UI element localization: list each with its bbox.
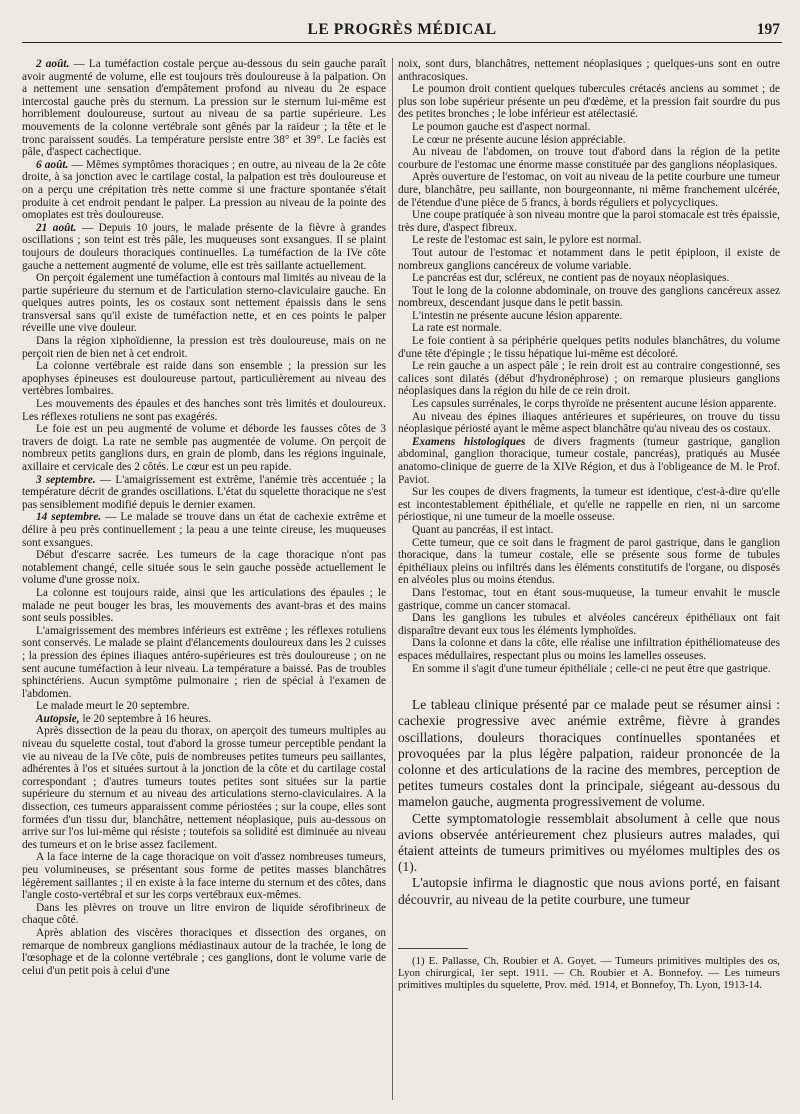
paragraph: [398, 335, 780, 360]
entry-heading: 6 août.: [36, 158, 69, 171]
paragraph-text: Dans les plèvres on trouve un litre environ de liquide sérofibrineux de chaque côté.: [22, 901, 386, 927]
entry-heading: 3 septembre.: [36, 473, 96, 486]
paragraph-text: L'amaigrissement des membres inférieurs est extrême ; les réflexes rotuliens sont conservés. Le malade se plaint d'élancements douloureux dans les 2 cuisses ; la pression des épines iliaques antéro-supérieures est très douloureuse ; on ne sent aucune tuméfaction à leur niveau. La température a baissé. Pas de troubles sphinctériens. Aucun symptôme pulmonaire ; rien de spécial à l'examen de l'abdomen.: [22, 624, 386, 700]
paragraph-text: Quant au pancréas, il est intact.: [412, 523, 554, 536]
paragraph-text: En somme il s'agit d'une tumeur épithéliale ; celle-ci ne peut être que gastrique.: [412, 662, 771, 675]
paragraph-text: Dans la région xiphoïdienne, la pression est très douloureuse, mais on ne perçoit rien de bien net à cet endroit.: [22, 335, 386, 360]
summary-paragraph: Cette symptomatologie ressemblait absolument à celle que nous avions observée antérieurement chez plusieurs autres malades, qui étaient atteints de tumeurs primitives ou myélomes multiples des os (1).: [398, 810, 780, 875]
paragraph: [22, 549, 386, 587]
paragraph-text: Sur les coupes de divers fragments, la tumeur est identique, c'est-à-dire qu'elle est incontestablement épithéliale, et qu'elle ne rappelle en rien, ni un sarcome périostique, ni une tumeur de la moelle osseuse.: [398, 486, 780, 524]
paragraph: [398, 436, 780, 486]
summary-paragraph: Le tableau clinique présenté par ce malade peut se résumer ainsi : cachexie progressive avec anémie extrême, fièvre à grandes oscillations, douleurs thoraciques continuelles spontanées et provoquées par la plus légère palpation, raideur prononcée de la colonne et des articulations de la racine des membres, perception de petites tumeurs costales dont la principale, siégeant au-dessous du mamelon gauche, augmenta progressivement de volume.: [398, 697, 780, 810]
paragraph-text: Dans l'estomac, tout en étant sous-muqueuse, la tumeur envahit le muscle gastrique, comme un cancer stomacal.: [398, 586, 780, 612]
paragraph: [398, 171, 780, 209]
paragraph: [398, 247, 780, 272]
column-rule: [392, 58, 393, 1100]
paragraph: [398, 360, 780, 398]
paragraph-text: — Depuis 10 jours, le malade présente de la fièvre à grandes oscillations ; son teint est très pâle, les muqueuses sont exsangues. Il se plaint toujours de douleurs thoraciques continuelles. La tuméfaction de la IVe côte gauche a nettement augmenté de volume, elle est très saillante actuellement.: [22, 221, 386, 272]
journal-title: LE PROGRÈS MÉDICAL: [307, 21, 497, 38]
paragraph-text: — L'amaigrissement est extrême, l'anémie très accentuée ; la température décrit de grandes oscillations. L'état du squelette thoracique ne s'est pas sensiblement modifié depuis le dernier examen.: [22, 473, 386, 511]
paragraph-text: Dans les ganglions les tubules et alvéoles cancéreux épithéliaux ont fait disparaître devant eux tous les éléments lymphoïdes.: [398, 612, 780, 637]
paragraph: [398, 663, 780, 676]
paragraph: [22, 474, 386, 512]
paragraph-text: Au niveau des épines iliaques antérieures et supérieures, on trouve du tissu néoplasique périosté ayant le même aspect blanchâtre qu'au niveau des os costaux.: [398, 410, 780, 436]
footnotes: [398, 955, 780, 992]
entry-heading: Examens histologiques: [412, 435, 526, 448]
paragraph-text: Le poumon gauche est d'aspect normal.: [412, 120, 591, 133]
paragraph: [22, 713, 386, 726]
paragraph-text: Dans la colonne et dans la côte, elle réalise une infiltration épithéliomateuse des espaces médullaires, respectant plus ou moins les lamelles osseuses.: [398, 637, 780, 662]
paragraph: [22, 222, 386, 272]
paragraph: [22, 58, 386, 159]
paragraph: [22, 902, 386, 927]
paragraph: [22, 927, 386, 977]
paragraph-text: Le malade meurt le 20 septembre.: [36, 700, 190, 713]
paragraph-text: Les mouvements des épaules et des hanches sont très limités et douloureux. Les réflexes rotuliens ne sont pas exagérés.: [22, 398, 386, 423]
paragraph: [398, 134, 780, 147]
paragraph: [22, 851, 386, 901]
paragraph-text: le 20 septembre à 16 heures.: [79, 712, 212, 725]
left-column: [22, 58, 386, 977]
summary-paragraph: L'autopsie infirma le diagnostic que nous avions porté, en faisant découvrir, au niveau de la petite courbure, une tumeur: [398, 875, 780, 907]
paragraph-text: La rate est normale.: [412, 322, 502, 335]
footnote-rule: [398, 948, 468, 949]
paragraph-text: Après ouverture de l'estomac, on voit au niveau de la petite courbure une tumeur dure, blanchâtre, peu saillante, non bourgeonnante, ni même franchement ulcérée, de l'étendue d'une pièce de 5 francs, à bords réguliers et polycycliques.: [398, 171, 780, 209]
entry-heading: Autopsie,: [36, 712, 80, 725]
paragraph: [22, 159, 386, 222]
paragraph-text: — La tuméfaction costale perçue au-dessous du sein gauche paraît avoir augmenté de volume, elle est toujours très douloureuse à la palpation. On a nettement une sensation d'empâtement profond au niveau du 2e espace intercostal gauche près du sternum. La pression sur le sternum lui-même est horriblement douloureuse, surtout au niveau de sa partie supérieure. Les mouvements de la colonne vertébrale sont gênés par la raideur ; la tête et le tronc paraissent soudés. La température persiste entre 38° et 39°. Le faciès est pâle, d'aspect cachectique.: [22, 58, 386, 159]
paragraph: [398, 83, 780, 121]
paragraph: [22, 398, 386, 423]
paragraph-text: Une coupe pratiquée à son niveau montre que la paroi stomacale est très épaissie, très dure, d'aspect fibreux.: [398, 209, 780, 234]
paragraph: [398, 486, 780, 524]
paragraph: [398, 398, 780, 411]
paragraph: [22, 423, 386, 473]
paragraph: [398, 411, 780, 436]
paragraph-text: L'intestin ne présente aucune lésion apparente.: [412, 309, 623, 322]
paragraph-text: Le poumon droit contient quelques tubercules crétacés anciens au sommet ; de plus son lobe supérieur présente un peu d'œdème, et la pression fait sourdre du pus des petites bronches ; le lobe inférieur est atélectasié.: [398, 83, 780, 121]
paragraph: [22, 587, 386, 625]
paragraph: [22, 360, 386, 398]
right-column: [398, 58, 780, 991]
paragraph: [398, 209, 780, 234]
paragraph-text: — Le malade se trouve dans un état de cachexie extrême et délire à peu près continuellement ; la peau a une teinte cireuse, les muqueuses sont exsangues.: [22, 511, 386, 549]
paragraph-text: Le foie contient à sa périphérie quelques petits nodules blanchâtres, du volume d'une tête d'épingle ; le tissu hépatique lui-même est décoloré.: [398, 335, 780, 360]
paragraph-text: La colonne est toujours raide, ainsi que les articulations des épaules ; le malade ne peut bouger les bras, les mouvements des avant-bras et des mains sont seuls possibles.: [22, 586, 386, 625]
paragraph-text: Après ablation des viscères thoraciques et dissection des organes, on remarque de nombreux ganglions médiastinaux autour de la trachée, le long de l'œsophage et de la colonne vertébrale ; ces ganglions, dont le volume varie de celui d'un petit pois à celui d'une: [22, 926, 386, 977]
paragraph: [398, 587, 780, 612]
paragraph-text: noix, sont durs, blanchâtres, nettement néoplasiques ; quelques-uns sont en outre anthracosiques.: [398, 58, 780, 83]
paragraph: [22, 335, 386, 360]
entry-heading: 2 août.: [36, 58, 70, 70]
paragraph: [22, 272, 386, 335]
paragraph: [22, 700, 386, 713]
paragraph-text: A la face interne de la cage thoracique on voit d'assez nombreuses tumeurs, peu volumineuses, se présentant sous forme de petites masses blanchâtres légèrement saillantes ; il en existe à la face interne du sternum et des côtes, dans l'angle costo-vertébral et sur les corps vertébraux eux-mêmes.: [22, 851, 386, 902]
paragraph-text: On perçoit également une tuméfaction à contours mal limités au niveau de la partie supérieure du sternum et de l'articulation sterno-claviculaire gauche. En quelques autres points, les os costaux sont nettement épaissis dans le sens transversal sans qu'il existe de tuméfaction nette, et en ces points le palper réveille une vive douleur.: [22, 272, 386, 335]
entry-heading: 14 septembre.: [36, 511, 102, 524]
clinical-summary: [398, 697, 780, 908]
autopsy-findings: [398, 58, 780, 675]
paragraph-text: Début d'escarre sacrée. Les tumeurs de la cage thoracique n'ont pas notablement changé, celle située sous le sein gauche possède actuellement le volume d'une grosse noix.: [22, 549, 386, 587]
paragraph: [22, 725, 386, 851]
running-header: [22, 20, 782, 43]
paragraph-text: Tout autour de l'estomac et notamment dans le petit épiploon, il existe de nombreux ganglions cancéreux de volume variable.: [398, 246, 780, 272]
paragraph-text: Au niveau de l'abdomen, on trouve tout d'abord dans la région de la petite courbure de l'estomac une énorme masse constituée par des ganglions néoplasiques.: [398, 146, 780, 171]
paragraph: [22, 511, 386, 549]
paragraph-text: Tout le long de la colonne abdominale, on trouve des ganglions cancéreux assez nombreux, descendant jusque dans le petit bassin.: [398, 284, 780, 310]
paragraph: [398, 285, 780, 310]
paragraph: [398, 272, 780, 285]
paragraph-text: La colonne vertébrale est raide dans son ensemble ; la pression sur les apophyses épineuses est douloureuse partout, particulièrement au niveau des vertèbres lombaires.: [22, 360, 386, 398]
paragraph: [398, 637, 780, 662]
paragraph-text: Le reste de l'estomac est sain, le pylore est normal.: [412, 234, 642, 247]
paragraph: [398, 612, 780, 637]
paragraph-text: Cette tumeur, que ce soit dans le fragment de paroi gastrique, dans le ganglion thoracique, dans la tumeur costale, elle se présente sous forme de tubules épithéliaux pleins ou infiltrés dans les éléments constitutifs de l'organe, ou disposés en alvéoles plus ou moins étendus.: [398, 536, 780, 587]
paragraph-text: de divers fragments (tumeur gastrique, ganglion abdominal, ganglion thoracique, tumeur costale, pancréas), pratiqués au Musée anatomo-clinique de guerre de la XIVe Région, et dus à l'obligeance de M. le Prof. Paviot.: [398, 435, 780, 486]
paragraph-text: Les capsules surrénales, le corps thyroïde ne présentent aucune lésion apparente.: [412, 398, 777, 411]
paragraph: [398, 58, 780, 83]
paragraph-text: Le cœur ne présente aucune lésion appréciable.: [412, 133, 626, 146]
page-number: 197: [756, 21, 780, 38]
footnote: (1) E. Pallasse, Ch. Roubier et A. Goyet. — Tumeurs primitives multiples des os, Lyon chirurgical, 1er sept. 1911. — Ch. Roubier et A. Bonnefoy. — Les tumeurs primitives multiples du squelette, Prov. méd. 1914, et Bonnefoy, Th. Lyon, 1913-14.: [398, 954, 780, 992]
paragraph-text: Le foie est un peu augmenté de volume et déborde les fausses côtes de 3 travers de doigt. La rate ne semble pas augmentée de volume. On perçoit de nombreux petits ganglions durs, en grain de plomb, dans les régions inguinale, axillaire et cervicale des 2 côtés. Le cœur est un peu rapide.: [22, 423, 386, 473]
paragraph: [398, 121, 780, 134]
entry-heading: 21 août.: [36, 221, 77, 234]
paragraph: [22, 625, 386, 701]
paragraph-text: Après dissection de la peau du thorax, on aperçoit des tumeurs multiples au niveau du squelette costal, tout d'abord la grosse tumeur perceptible pendant la vie au niveau de la IVe côte, puis de nombreuses petites tumeurs peu saillantes, adhérentes à l'os et situées surtout à la jonction de la côte et du cartilage costal correspondant ; d'autres tumeurs toutes petites sont situées sur la partie supérieure du sternum et au niveau des articulations sterno-claviculaires. A la dissection, ces tumeurs apparaissent comme périostées ; sur la coupe, elles sont formées d'un tissu dur, blanchâtre, nettement néoplasique, puis au-dessous on arrive sur l'os lui-même qui résiste ; toutefois sa solidité est diminuée au niveau des tumeurs et on le brise assez facilement.: [22, 725, 386, 851]
paragraph: [398, 146, 780, 171]
paragraph-text: Le pancréas est dur, scléreux, ne contient pas de noyaux néoplasiques.: [412, 272, 730, 285]
paragraph: [398, 322, 780, 335]
paragraph: [398, 524, 780, 537]
paragraph-text: Le rein gauche a un aspect pâle ; le rein droit est au contraire congestionné, ses calices sont dilatés (début d'hydronéphrose) ; on remarque plusieurs ganglions néoplasiques dans la région du hile de ce rein droit.: [398, 360, 780, 398]
paragraph: [398, 234, 780, 247]
paragraph: [398, 310, 780, 323]
paragraph-text: — Mêmes symptômes thoraciques ; en outre, au niveau de la 2e côte droite, à sa jonction avec le cartilage costal, la palpation est très douloureuse et on a perçu une crépitation très nette comme si une fracture spontanée s'était produite à cet endroit pendant le palper. La pression au niveau de la pointe des omoplates est très douloureuse.: [22, 158, 386, 222]
paragraph: [398, 537, 780, 587]
